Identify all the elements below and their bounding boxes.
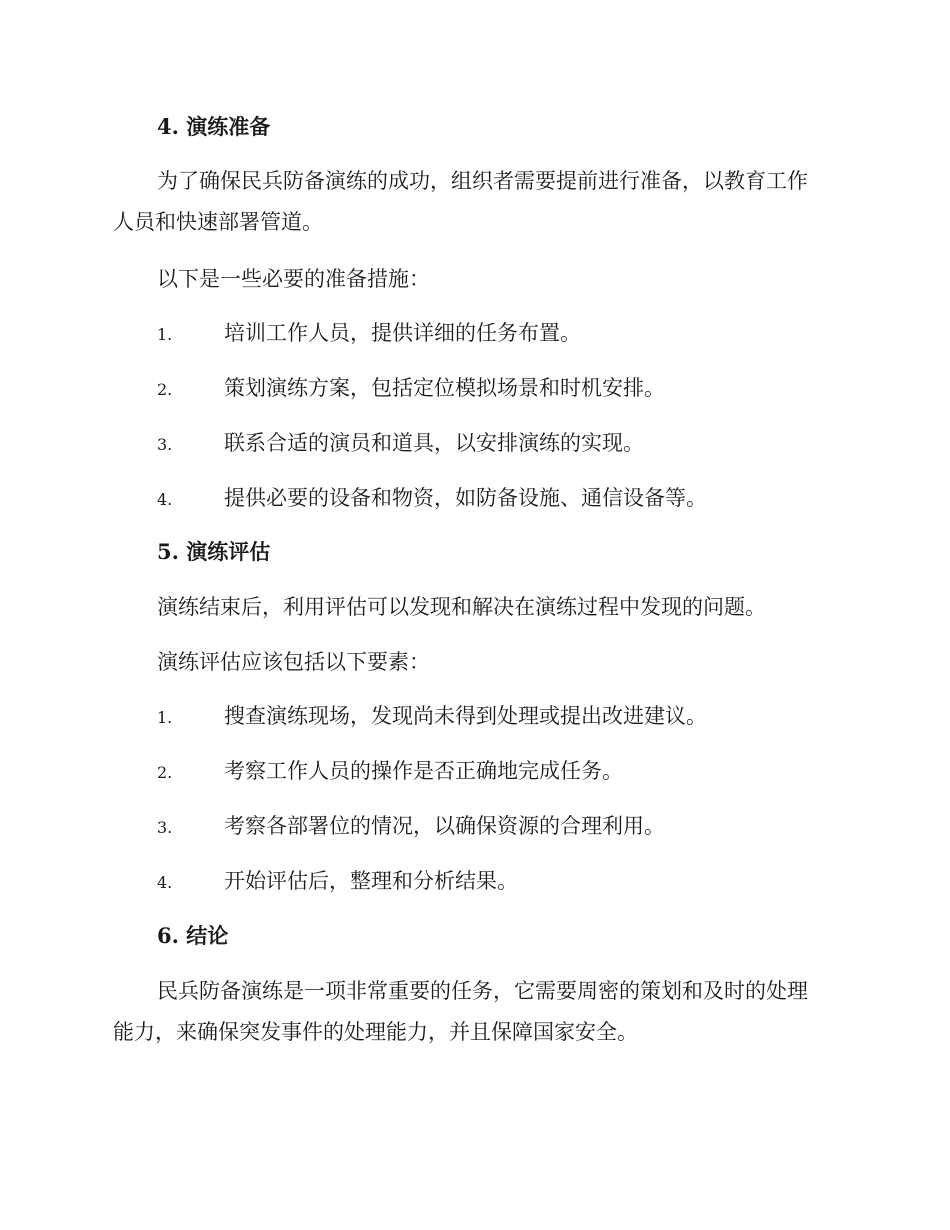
list-item-number: 4. (157, 490, 173, 509)
list-item-number: 1. (157, 708, 173, 727)
evaluation-intro: 演练评估应该包括以下要素： (157, 650, 430, 674)
list-item-number: 4. (157, 873, 173, 892)
list-item-number: 1. (157, 325, 173, 344)
list-item-text: 策划演练方案，包括定位模拟场景和时机安排。 (224, 376, 665, 400)
list-item-text: 培训工作人员，提供详细的任务布置。 (224, 321, 581, 345)
section-heading-evaluation: 5. 演练评估 (157, 539, 271, 564)
list-item-number: 2. (157, 763, 173, 782)
conclusion-paragraph-line-1: 民兵防备演练是一项非常重要的任务，它需要周密的策划和及时的处理 (157, 979, 808, 1003)
list-item-number: 3. (157, 435, 173, 454)
list-item-text: 搜查演练现场，发现尚未得到处理或提出改进建议。 (224, 704, 707, 728)
evaluation-paragraph-line-1: 演练结束后，利用评估可以发现和解决在演练过程中发现的问题。 (157, 595, 766, 619)
list-item-number: 2. (157, 380, 173, 399)
preparation-paragraph-line-2: 人员和快速部署管道。 (113, 210, 323, 234)
list-item-text: 联系合适的演员和道具，以安排演练的实现。 (224, 431, 644, 455)
list-item-text: 提供必要的设备和物资，如防备设施、通信设备等。 (224, 486, 707, 510)
preparation-intro: 以下是一些必要的准备措施： (157, 267, 430, 291)
section-heading-preparation: 4. 演练准备 (157, 114, 271, 139)
list-item-text: 考察工作人员的操作是否正确地完成任务。 (224, 759, 623, 783)
list-item-text: 开始评估后，整理和分析结果。 (224, 869, 518, 893)
section-heading-conclusion: 6. 结论 (157, 923, 229, 948)
preparation-paragraph-line-1: 为了确保民兵防备演练的成功，组织者需要提前进行准备，以教育工作 (157, 169, 808, 193)
conclusion-paragraph-line-2: 能力，来确保突发事件的处理能力，并且保障国家安全。 (113, 1020, 638, 1044)
list-item-text: 考察各部署位的情况，以确保资源的合理利用。 (224, 814, 665, 838)
list-item-number: 3. (157, 818, 173, 837)
